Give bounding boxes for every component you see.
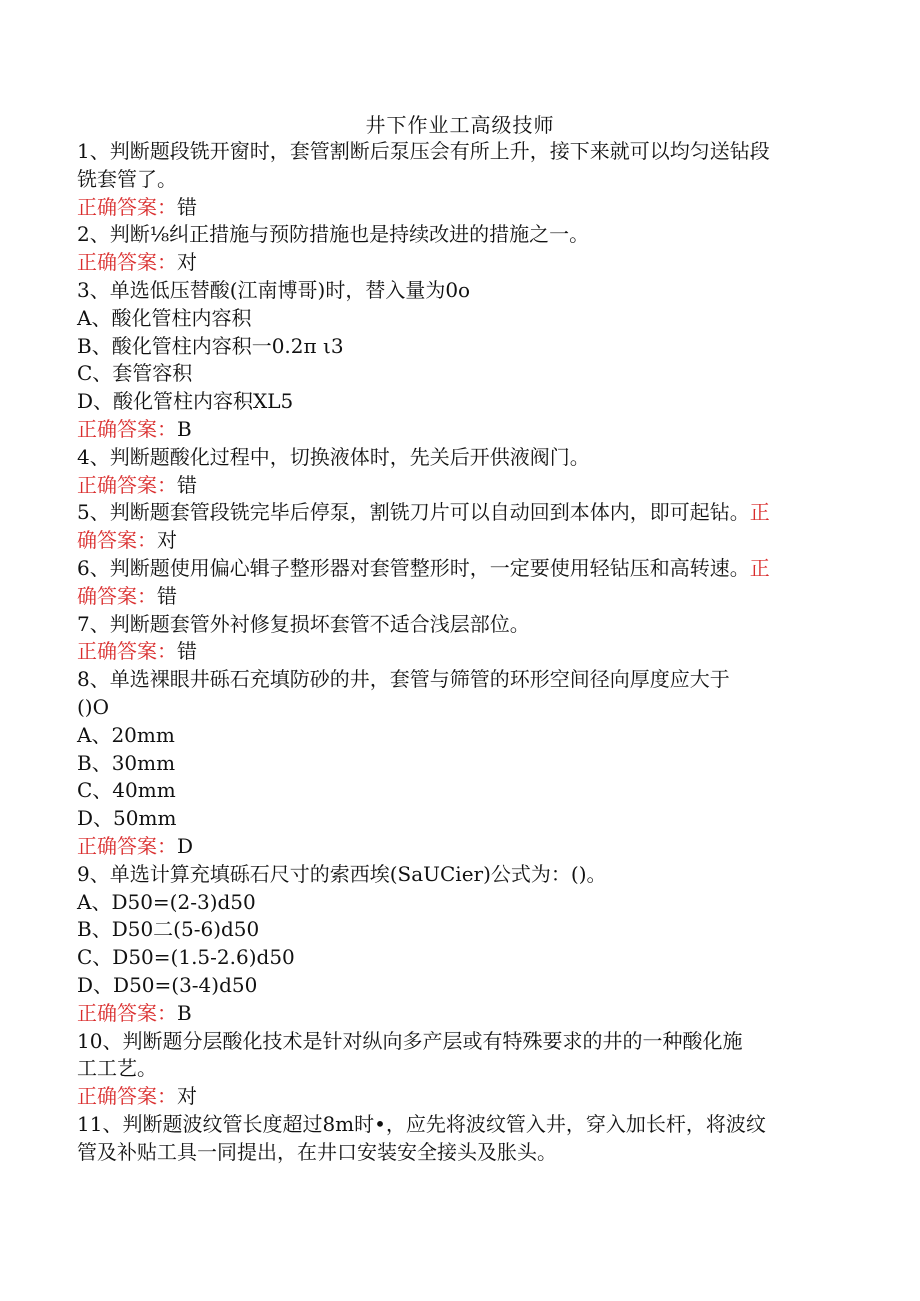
question-8-line-1: 8、单选裸眼井砾石充填防砂的井，套管与筛管的环形空间径向厚度应大于	[77, 667, 730, 692]
answer-value: 对	[177, 1084, 197, 1109]
question-9-option-b: B、D50二(5-6)d50	[77, 917, 260, 942]
question-8-option-c: C、40mm	[77, 778, 176, 803]
question-6-answer	[77, 583, 825, 611]
question-3-option-a: A、酸化管柱内容积	[77, 305, 252, 330]
question-6-text: 6、判断题使用偏心辑子整形器对套管整形时，一定要使用轻钻压和高转速。	[77, 555, 750, 580]
question-11-line-2: 管及补贴工具一同提出，在井口安装安全接头及胀头。	[77, 1139, 557, 1164]
answer-value: 错	[177, 194, 197, 219]
question-9-answer	[77, 1000, 825, 1028]
question-3-option-d: D、酸化管柱内容积XL5	[77, 389, 294, 414]
question-3-option-b: B、酸化管柱内容积一0.2π ι3	[77, 333, 344, 358]
answer-value: B	[177, 1000, 192, 1025]
question-10-line-2: 工工艺。	[77, 1056, 157, 1081]
answer-value: 对	[177, 250, 197, 275]
question-5-line-1	[77, 499, 825, 527]
question-10-answer	[77, 1083, 825, 1111]
answer-label: 正确答案：	[77, 250, 177, 275]
question-5-answer	[77, 527, 825, 555]
question-3-line-1: 3、单选低压替酸(江南博哥)时，替入量为0o	[77, 277, 471, 302]
question-list	[77, 138, 825, 1166]
document-title: 井下作业工高级技师	[365, 113, 555, 137]
question-4-line-1: 4、判断题酸化过程中，切换液体时，先关后开供液阀门。	[77, 444, 590, 469]
answer-label: 正确答案：	[77, 833, 177, 858]
question-3-option-c: C、套管容积	[77, 361, 193, 386]
question-11-line-1: 11、判断题波纹管长度超过8m时•，应先将波纹管入井，穿入加长杆，将波纹	[77, 1111, 766, 1136]
answer-label: 正确答案：	[77, 1000, 177, 1025]
question-1-line-1: 1、判断题段铣开窗时，套管割断后泵压会有所上升，接下来就可以均匀送钻段	[77, 139, 770, 163]
question-9-option-c: C、D50=(1.5-2.6)d50	[77, 945, 295, 970]
answer-label-part-1: 正	[749, 500, 770, 525]
answer-label-part-2: 确答案：	[77, 583, 157, 608]
question-9-line-1: 9、单选计算充填砾石尺寸的索西埃(SaUCier)公式为：()。	[77, 861, 607, 886]
answer-label: 正确答案：	[77, 639, 177, 664]
question-8-option-b: B、30mm	[77, 750, 176, 775]
question-8-answer	[77, 833, 825, 861]
answer-label: 正确答案：	[77, 472, 177, 497]
answer-label: 正确答案：	[77, 416, 177, 441]
question-9-option-d: D、D50=(3-4)d50	[77, 972, 258, 997]
question-8-option-d: D、50mm	[77, 806, 177, 831]
question-5-text: 5、判断题套管段铣完毕后停泵，割铣刀片可以自动回到本体内，即可起钻。	[77, 500, 750, 525]
question-3-answer	[77, 416, 825, 444]
answer-label-part-2: 确答案：	[77, 528, 157, 553]
question-7-line-1: 7、判断题套管外衬修复损坏套管不适合浅层部位。	[77, 611, 530, 636]
question-7-answer	[77, 638, 825, 666]
question-8-line-2: ()O	[77, 694, 110, 719]
question-1-line-2: 铣套管了。	[77, 166, 177, 191]
answer-label: 正确答案：	[77, 194, 177, 219]
answer-value: 错	[177, 639, 197, 664]
question-2-line-1: 2、判断⅛纠正措施与预防措施也是持续改进的措施之一。	[77, 222, 590, 247]
question-9-option-a: A、D50=(2-3)d50	[77, 889, 256, 914]
question-10-line-1: 10、判断题分层酸化技术是针对纵向多产层或有特殊要求的井的一种酸化施	[77, 1028, 743, 1053]
answer-label: 正确答案：	[77, 1084, 177, 1109]
question-2-answer	[77, 249, 825, 277]
answer-label-part-1: 正	[749, 555, 770, 580]
question-1-answer	[77, 194, 825, 222]
question-4-answer	[77, 472, 825, 500]
answer-value: 错	[157, 583, 177, 608]
answer-value: 对	[157, 528, 177, 553]
question-6-line-1	[77, 555, 825, 583]
answer-value: 错	[177, 472, 197, 497]
answer-value: B	[177, 416, 192, 441]
question-8-option-a: A、20mm	[77, 722, 175, 747]
answer-value: D	[177, 833, 194, 858]
